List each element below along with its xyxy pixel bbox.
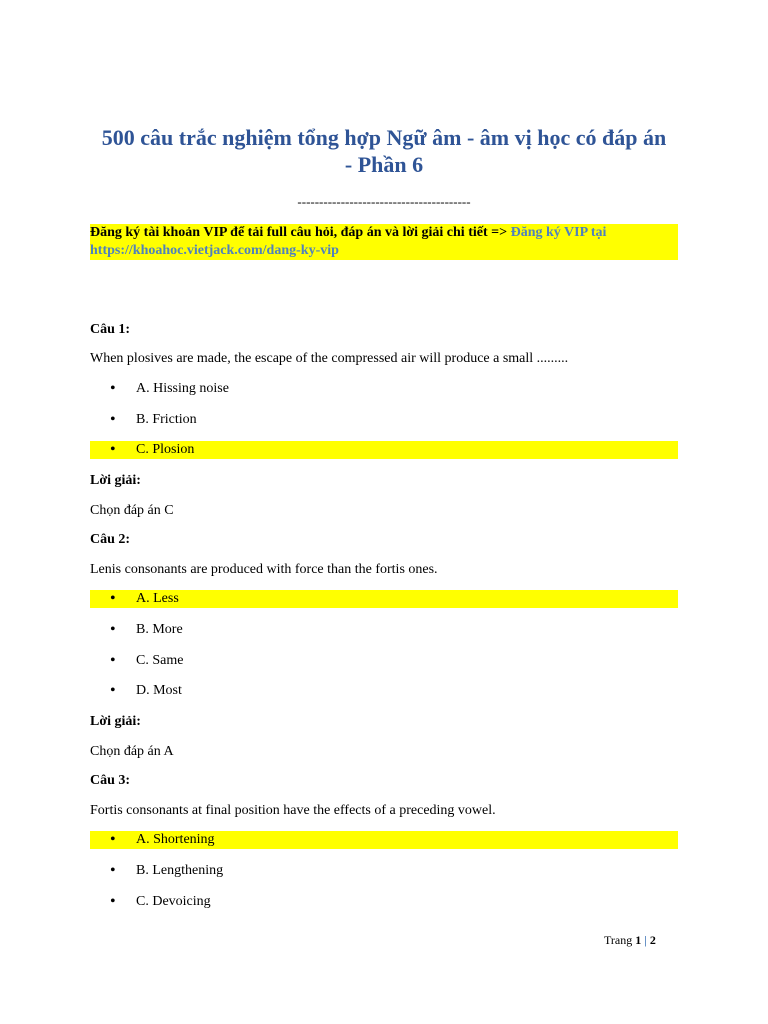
option-text: A. Less	[136, 591, 179, 606]
vip-link-part-2[interactable]: https://khoahoc.vietjack.com/dang-ky-vip	[90, 243, 339, 258]
bullet-icon: •	[110, 682, 116, 699]
total-pages-number: 2	[649, 933, 656, 947]
question-3-text: Fortis consonants at final position have the effects of a preceding vowel.	[90, 803, 496, 818]
bullet-icon: •	[110, 441, 116, 458]
option-text: B. Lengthening	[136, 863, 224, 878]
question-2-option-b	[90, 621, 678, 639]
title-line-1: 500 câu trắc nghiệm tổng hợp Ngữ âm - âm vị học có đáp án	[101, 125, 667, 150]
question-2-label: Câu 2:	[90, 532, 131, 547]
bullet-icon: •	[110, 411, 116, 428]
bullet-icon: •	[110, 862, 116, 879]
question-1-option-c-correct	[90, 441, 678, 459]
question-2-option-a-correct	[90, 590, 678, 608]
option-text: C. Plosion	[136, 442, 195, 457]
option-text: B. More	[136, 622, 183, 637]
bullet-icon: •	[110, 621, 116, 638]
option-text: A. Shortening	[136, 832, 215, 847]
question-2-option-d	[90, 682, 678, 700]
bullet-icon: •	[110, 652, 116, 669]
bullet-icon: •	[110, 380, 116, 397]
question-1-solution: Chọn đáp án C	[90, 503, 174, 518]
vip-banner	[90, 224, 678, 260]
question-2-solution: Chọn đáp án A	[90, 744, 174, 759]
question-1-solution-label: Lời giải:	[90, 473, 141, 488]
vip-link-part-1[interactable]: Đăng ký VIP tại	[510, 225, 607, 240]
question-1-label: Câu 1:	[90, 322, 131, 337]
question-3-option-c	[90, 893, 678, 911]
question-2-text: Lenis consonants are produced with force than the fortis ones.	[90, 562, 438, 577]
option-text: C. Devoicing	[136, 894, 211, 909]
bullet-icon: •	[110, 893, 116, 910]
page-label: Trang	[604, 933, 633, 947]
bullet-icon: •	[110, 831, 116, 848]
page-separator: |	[644, 933, 647, 947]
question-3-option-a-correct	[90, 831, 678, 849]
option-text: B. Friction	[136, 412, 197, 427]
document-title	[84, 124, 684, 178]
question-1-option-a	[90, 380, 678, 398]
vip-text: Đăng ký tài khoản VIP để tải full câu hỏi, đáp án và lời giải chi tiết =>	[90, 225, 511, 240]
question-2-solution-label: Lời giải:	[90, 714, 141, 729]
question-3-label: Câu 3:	[90, 773, 131, 788]
question-1-text: When plosives are made, the escape of the compressed air will produce a small .........	[90, 351, 569, 366]
option-text: D. Most	[136, 683, 182, 698]
current-page-number: 1	[635, 933, 642, 947]
question-3-option-b	[90, 862, 678, 880]
title-line-2: - Phần 6	[344, 152, 424, 177]
question-1-option-b	[90, 411, 678, 429]
separator-line: ----------------------------------------	[297, 194, 471, 209]
option-text: C. Same	[136, 653, 184, 668]
bullet-icon: •	[110, 590, 116, 607]
page-footer	[604, 932, 656, 948]
option-text: A. Hissing noise	[136, 381, 229, 396]
question-2-option-c	[90, 652, 678, 670]
